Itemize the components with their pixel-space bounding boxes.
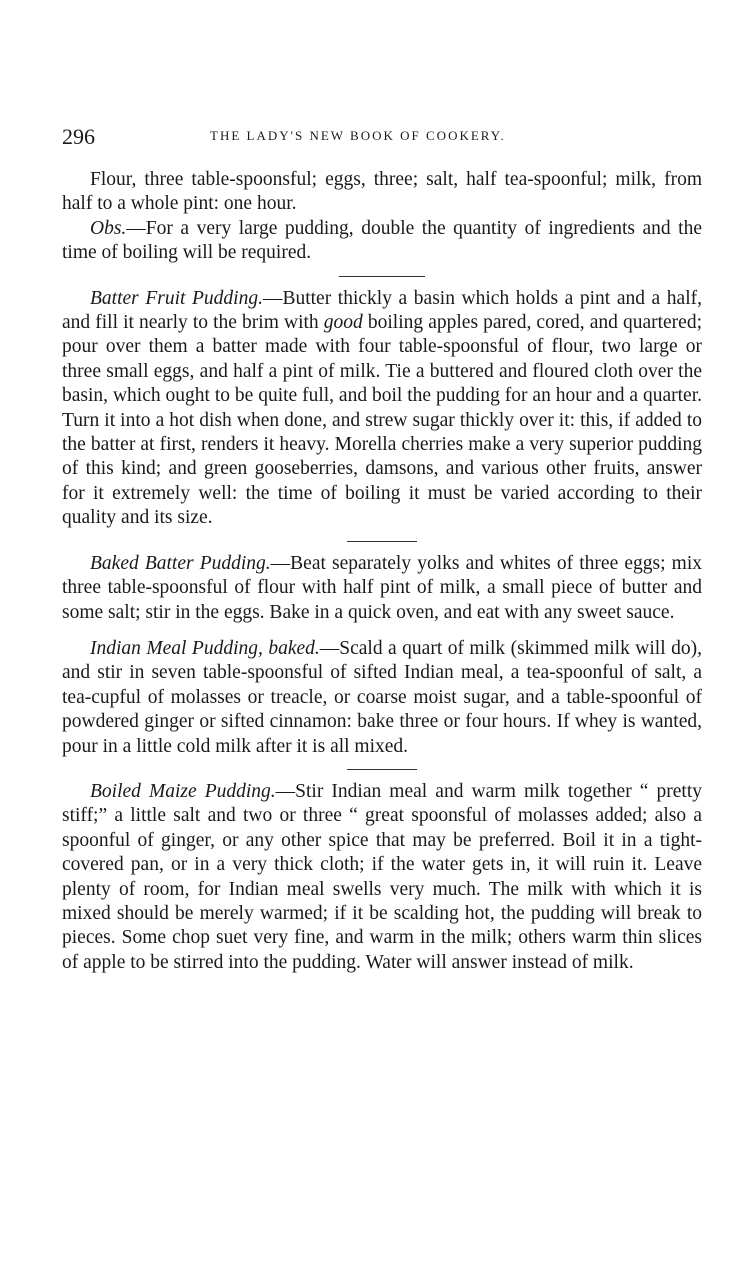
- obs-label: Obs.: [90, 217, 127, 239]
- emphasis-word: good: [323, 312, 363, 334]
- page-body: [62, 168, 702, 975]
- page-number: 296: [62, 124, 95, 149]
- recipe-text-continued: boiling apples pared, cored, and quartered; pour over them a batter made with four table-spoonsful of flour, two large or three small eggs, and half a pint of milk. Tie a buttered and floured cloth over the basin, which ought to be quite full, and boil the pudding for an hour and a quarter. Turn it into a hot dish when done, and strew sugar thickly over it: this, if added to the batter at first, renders it heavy. Morella cherries make a very superior pudding of this kind; and green gooseberries, damsons, and various other fruits, answer for it extremely well: the time of boiling it must be varied according to their quality and its size.: [62, 312, 702, 529]
- running-title: THE LADY'S NEW BOOK OF COOKERY.: [210, 128, 506, 143]
- recipe-baked-batter-pudding: [62, 552, 702, 625]
- recipe-text: —Stir Indian meal and warm milk together “ pretty stiff;” a little salt and two or three “ great spoonsful of molasses added; also a spoonful of ginger, or any other spice that may be preferred. Boil it in a tight-covered pan, or in a very thick cloth; if the water gets in, it will ruin it. Leave plenty of room, for Indian meal swells very much. The milk with which it is mixed should be merely warmed; if it be scalding hot, the pudding will break to pieces. Some chop suet very fine, and warm in the milk; others warm thin slices of apple to be stirred into the pudding. Water will answer instead of milk.: [62, 780, 702, 973]
- paragraph-gap: [62, 625, 702, 637]
- recipe-text: —Beat separately yolks and whites of three eggs; mix three table-spoonsful of flour with half pint of milk, a small piece of butter and some salt; stir in the eggs. Bake in a quick oven, and eat with any sweet sauce.: [62, 552, 702, 623]
- recipe-batter-fruit-pudding: [62, 287, 702, 531]
- recipe-title: Indian Meal Pudding, baked.: [90, 637, 320, 659]
- ingredients-paragraph: [62, 168, 702, 217]
- recipe-indian-meal-pudding: [62, 637, 702, 759]
- recipe-text: —Butter thickly a basin which holds a pint and a half, and fill it nearly to the brim with: [62, 287, 702, 334]
- obs-text: —For a very large pudding, double the quantity of ingredients and the time of boiling will be required.: [62, 217, 702, 264]
- page-header: [62, 124, 712, 154]
- recipe-boiled-maize-pudding: [62, 780, 702, 975]
- obs-paragraph: [62, 217, 702, 266]
- recipe-text: —Scald a quart of milk (skimmed milk will do), and stir in seven table-spoonsful of sifted Indian meal, a tea-spoonful of salt, a tea-cupful of molasses or treacle, or coarse moist sugar, and a table-spoonful of powdered ginger or sifted cinnamon: bake three or four hours. If whey is wanted, pour in a little cold milk after it is all mixed.: [62, 637, 702, 757]
- section-divider: [347, 541, 417, 542]
- recipe-title: Baked Batter Pudding.: [90, 552, 271, 574]
- section-divider: [347, 769, 417, 770]
- recipe-title: Boiled Maize Pudding.: [90, 780, 276, 802]
- section-divider: [339, 276, 425, 277]
- recipe-title: Batter Fruit Pudding.: [90, 287, 263, 309]
- ingredients-text: Flour, three table-spoonsful; eggs, three; salt, half tea-spoonful; milk, from half to a whole pint: one hour.: [62, 169, 702, 215]
